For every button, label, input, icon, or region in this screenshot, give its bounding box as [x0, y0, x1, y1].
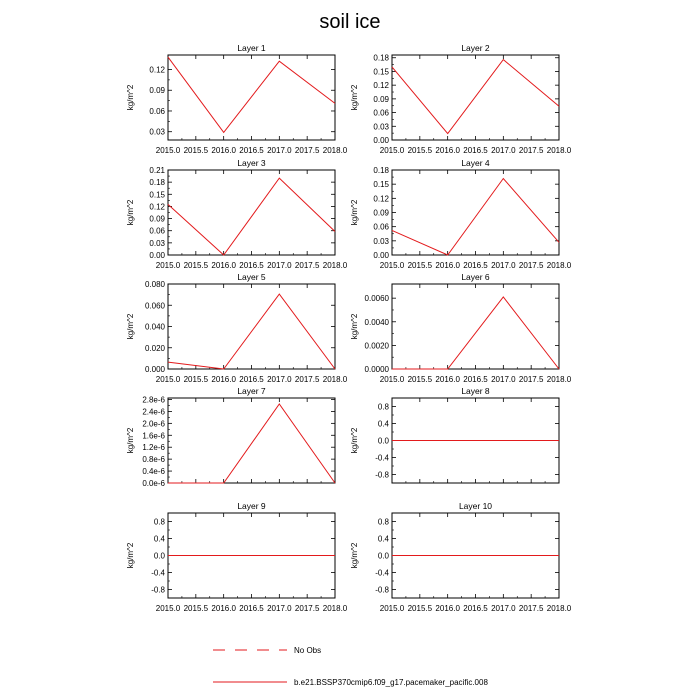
y-tick-label: 0.09 [373, 208, 389, 218]
panel-layer-4 [350, 158, 572, 270]
y-tick-label: 0.06 [373, 108, 389, 118]
plot-frame [168, 398, 335, 483]
x-tick-label: 2016.5 [239, 261, 264, 270]
x-tick-label: 2017.0 [491, 375, 516, 384]
x-tick-label: 2017.5 [294, 261, 320, 270]
y-tick-label: 0.8e-6 [142, 455, 165, 465]
figure-title: soil ice [319, 11, 381, 33]
y-axis-label: kg/m^2 [350, 84, 359, 111]
panel-layer-10 [350, 501, 572, 613]
y-tick-label: 0.06 [149, 106, 165, 116]
y-tick-label: 0.8 [377, 402, 389, 412]
series-line [168, 404, 335, 483]
panel-layer-5 [126, 272, 348, 384]
y-tick-label: 0.080 [144, 280, 165, 289]
x-tick-label: 2015.0 [379, 146, 405, 155]
y-tick-label: 0.18 [373, 166, 389, 175]
panel-grid [126, 43, 572, 613]
x-tick-label: 2016.5 [239, 604, 264, 613]
panel-title: Layer 5 [237, 272, 266, 282]
panel-title: Layer 4 [461, 158, 490, 168]
panel-layer-2 [350, 43, 572, 155]
y-tick-label: 0.09 [149, 214, 165, 224]
y-axis-label: kg/m^2 [126, 84, 135, 111]
panel-layer-7 [126, 386, 335, 488]
y-axis-label: kg/m^2 [350, 427, 359, 454]
x-tick-label: 2015.5 [407, 604, 433, 613]
y-tick-label: 0.09 [373, 94, 389, 104]
y-tick-label: -0.8 [375, 585, 389, 595]
panel-title: Layer 1 [237, 43, 266, 53]
y-tick-label: 0.06 [149, 226, 165, 236]
y-tick-label: 0.0 [377, 551, 389, 561]
y-tick-label: 2.4e-6 [142, 407, 165, 417]
x-tick-label: 2018.0 [546, 375, 572, 384]
y-tick-label: 0.06 [373, 222, 389, 232]
panel-layer-3 [126, 158, 348, 270]
x-tick-label: 2016.5 [239, 146, 264, 155]
x-tick-label: 2016.5 [239, 375, 264, 384]
y-tick-label: 0.03 [149, 238, 165, 248]
panel-title: Layer 6 [461, 272, 490, 282]
y-axis-label: kg/m^2 [350, 199, 359, 226]
x-tick-label: 2016.0 [435, 146, 460, 155]
y-tick-label: 0.18 [373, 53, 389, 63]
x-tick-label: 2017.5 [518, 146, 544, 155]
x-tick-label: 2015.5 [183, 604, 209, 613]
x-tick-label: 2018.0 [322, 146, 348, 155]
y-tick-label: 0.0 [377, 436, 389, 446]
panel-layer-8 [350, 386, 559, 483]
y-tick-label: 0.15 [373, 180, 389, 190]
y-tick-label: -0.4 [375, 568, 389, 578]
y-tick-label: -0.4 [375, 453, 389, 463]
y-tick-label: 0.12 [373, 81, 389, 91]
y-tick-label: 0.12 [149, 202, 165, 212]
y-tick-label: 0.8 [377, 517, 389, 527]
y-tick-label: 0.0000 [364, 365, 389, 374]
x-tick-label: 2016.0 [211, 261, 236, 270]
y-tick-label: 0.060 [144, 301, 165, 311]
series-line [392, 179, 559, 256]
x-tick-label: 2016.0 [435, 604, 460, 613]
x-tick-label: 2016.0 [435, 261, 460, 270]
y-tick-label: 2.8e-6 [142, 395, 165, 405]
y-tick-label: -0.4 [151, 568, 165, 578]
series-line [392, 60, 559, 134]
panel-layer-1 [126, 43, 348, 155]
x-tick-label: 2015.5 [183, 146, 209, 155]
x-tick-label: 2017.5 [518, 604, 544, 613]
x-tick-label: 2015.0 [155, 146, 181, 155]
y-tick-label: 0.0060 [364, 294, 389, 304]
x-tick-label: 2015.5 [407, 146, 433, 155]
panel-title: Layer 10 [458, 501, 493, 511]
y-tick-label: 0.18 [149, 178, 165, 188]
y-tick-label: 0.000 [144, 365, 165, 374]
x-tick-label: 2017.5 [294, 604, 320, 613]
x-tick-label: 2017.5 [294, 146, 320, 155]
series-line [168, 294, 335, 369]
x-tick-label: 2016.0 [435, 375, 460, 384]
y-tick-label: 0.15 [149, 190, 165, 200]
x-tick-label: 2017.0 [267, 604, 292, 613]
x-tick-label: 2015.5 [407, 375, 433, 384]
x-tick-label: 2015.5 [407, 261, 433, 270]
panel-title: Layer 3 [237, 158, 266, 168]
x-tick-label: 2017.5 [518, 375, 544, 384]
x-tick-label: 2016.0 [211, 375, 236, 384]
x-tick-label: 2015.0 [379, 375, 405, 384]
x-tick-label: 2015.0 [379, 261, 405, 270]
y-tick-label: 0.12 [373, 194, 389, 204]
y-tick-label: 0.0e-6 [142, 479, 165, 488]
series-line [168, 57, 335, 132]
y-tick-label: 0.00 [373, 251, 389, 260]
y-axis-label: kg/m^2 [350, 542, 359, 569]
y-tick-label: 0.0020 [364, 341, 389, 351]
y-tick-label: 0.040 [144, 322, 165, 332]
panel-title: Layer 9 [237, 501, 266, 511]
panel-layer-9 [126, 501, 348, 613]
x-tick-label: 2017.0 [267, 261, 292, 270]
x-tick-label: 2017.5 [294, 375, 320, 384]
y-tick-label: -0.8 [151, 585, 165, 595]
y-tick-label: 0.15 [373, 67, 389, 77]
y-tick-label: 0.4 [153, 534, 165, 544]
legend [213, 646, 488, 687]
y-tick-label: 0.0 [153, 551, 165, 561]
plot-frame [392, 170, 559, 255]
y-axis-label: kg/m^2 [126, 542, 135, 569]
x-tick-label: 2015.0 [379, 604, 405, 613]
y-tick-label: 0.4 [377, 534, 389, 544]
y-tick-label: 0.020 [144, 343, 165, 353]
y-tick-label: 0.03 [149, 127, 165, 137]
y-axis-label: kg/m^2 [126, 199, 135, 226]
x-tick-label: 2017.0 [267, 146, 292, 155]
x-tick-label: 2015.0 [155, 261, 181, 270]
x-tick-label: 2017.0 [491, 261, 516, 270]
x-tick-label: 2015.5 [183, 261, 209, 270]
legend-label-model: b.e21.BSSP370cmip6.f09_g17.pacemaker_pacific.008 [294, 678, 488, 687]
y-tick-label: 0.21 [149, 166, 165, 175]
plot-frame [392, 284, 559, 369]
x-tick-label: 2016.5 [463, 375, 488, 384]
x-tick-label: 2016.5 [463, 146, 488, 155]
panel-title: Layer 2 [461, 43, 490, 53]
series-line [168, 178, 335, 255]
x-tick-label: 2018.0 [546, 146, 572, 155]
y-tick-label: 0.4 [377, 419, 389, 429]
y-tick-label: 1.2e-6 [142, 443, 165, 453]
y-axis-label: kg/m^2 [126, 313, 135, 340]
legend-label-no-obs: No Obs [294, 646, 322, 655]
x-tick-label: 2017.0 [491, 146, 516, 155]
x-tick-label: 2015.0 [155, 375, 181, 384]
y-tick-label: 0.0040 [364, 317, 389, 327]
y-tick-label: 0.12 [149, 65, 165, 75]
y-tick-label: -0.8 [375, 470, 389, 480]
panel-title: Layer 7 [237, 386, 266, 396]
x-tick-label: 2016.5 [463, 261, 488, 270]
panel-title: Layer 8 [461, 386, 490, 396]
x-tick-label: 2015.5 [183, 375, 209, 384]
y-axis-label: kg/m^2 [350, 313, 359, 340]
x-tick-label: 2016.0 [211, 146, 236, 155]
x-tick-label: 2018.0 [546, 261, 572, 270]
x-tick-label: 2018.0 [322, 261, 348, 270]
x-tick-label: 2017.0 [267, 375, 292, 384]
y-tick-label: 0.00 [373, 136, 389, 145]
x-tick-label: 2016.5 [463, 604, 488, 613]
y-tick-label: 0.09 [149, 86, 165, 96]
y-axis-label: kg/m^2 [126, 427, 135, 454]
x-tick-label: 2018.0 [546, 604, 572, 613]
x-tick-label: 2017.0 [491, 604, 516, 613]
y-tick-label: 0.8 [153, 517, 165, 527]
x-tick-label: 2016.0 [211, 604, 236, 613]
y-tick-label: 0.00 [149, 251, 165, 260]
panel-layer-6 [350, 272, 572, 384]
y-tick-label: 0.4e-6 [142, 467, 165, 477]
plot-frame [168, 170, 335, 255]
y-tick-label: 1.6e-6 [142, 431, 165, 441]
x-tick-label: 2018.0 [322, 375, 348, 384]
plot-frame [168, 284, 335, 369]
y-tick-label: 0.03 [373, 122, 389, 132]
x-tick-label: 2018.0 [322, 604, 348, 613]
x-tick-label: 2015.0 [155, 604, 181, 613]
x-tick-label: 2017.5 [518, 261, 544, 270]
y-tick-label: 0.03 [373, 236, 389, 246]
series-line [392, 297, 559, 369]
y-tick-label: 2.0e-6 [142, 419, 165, 429]
